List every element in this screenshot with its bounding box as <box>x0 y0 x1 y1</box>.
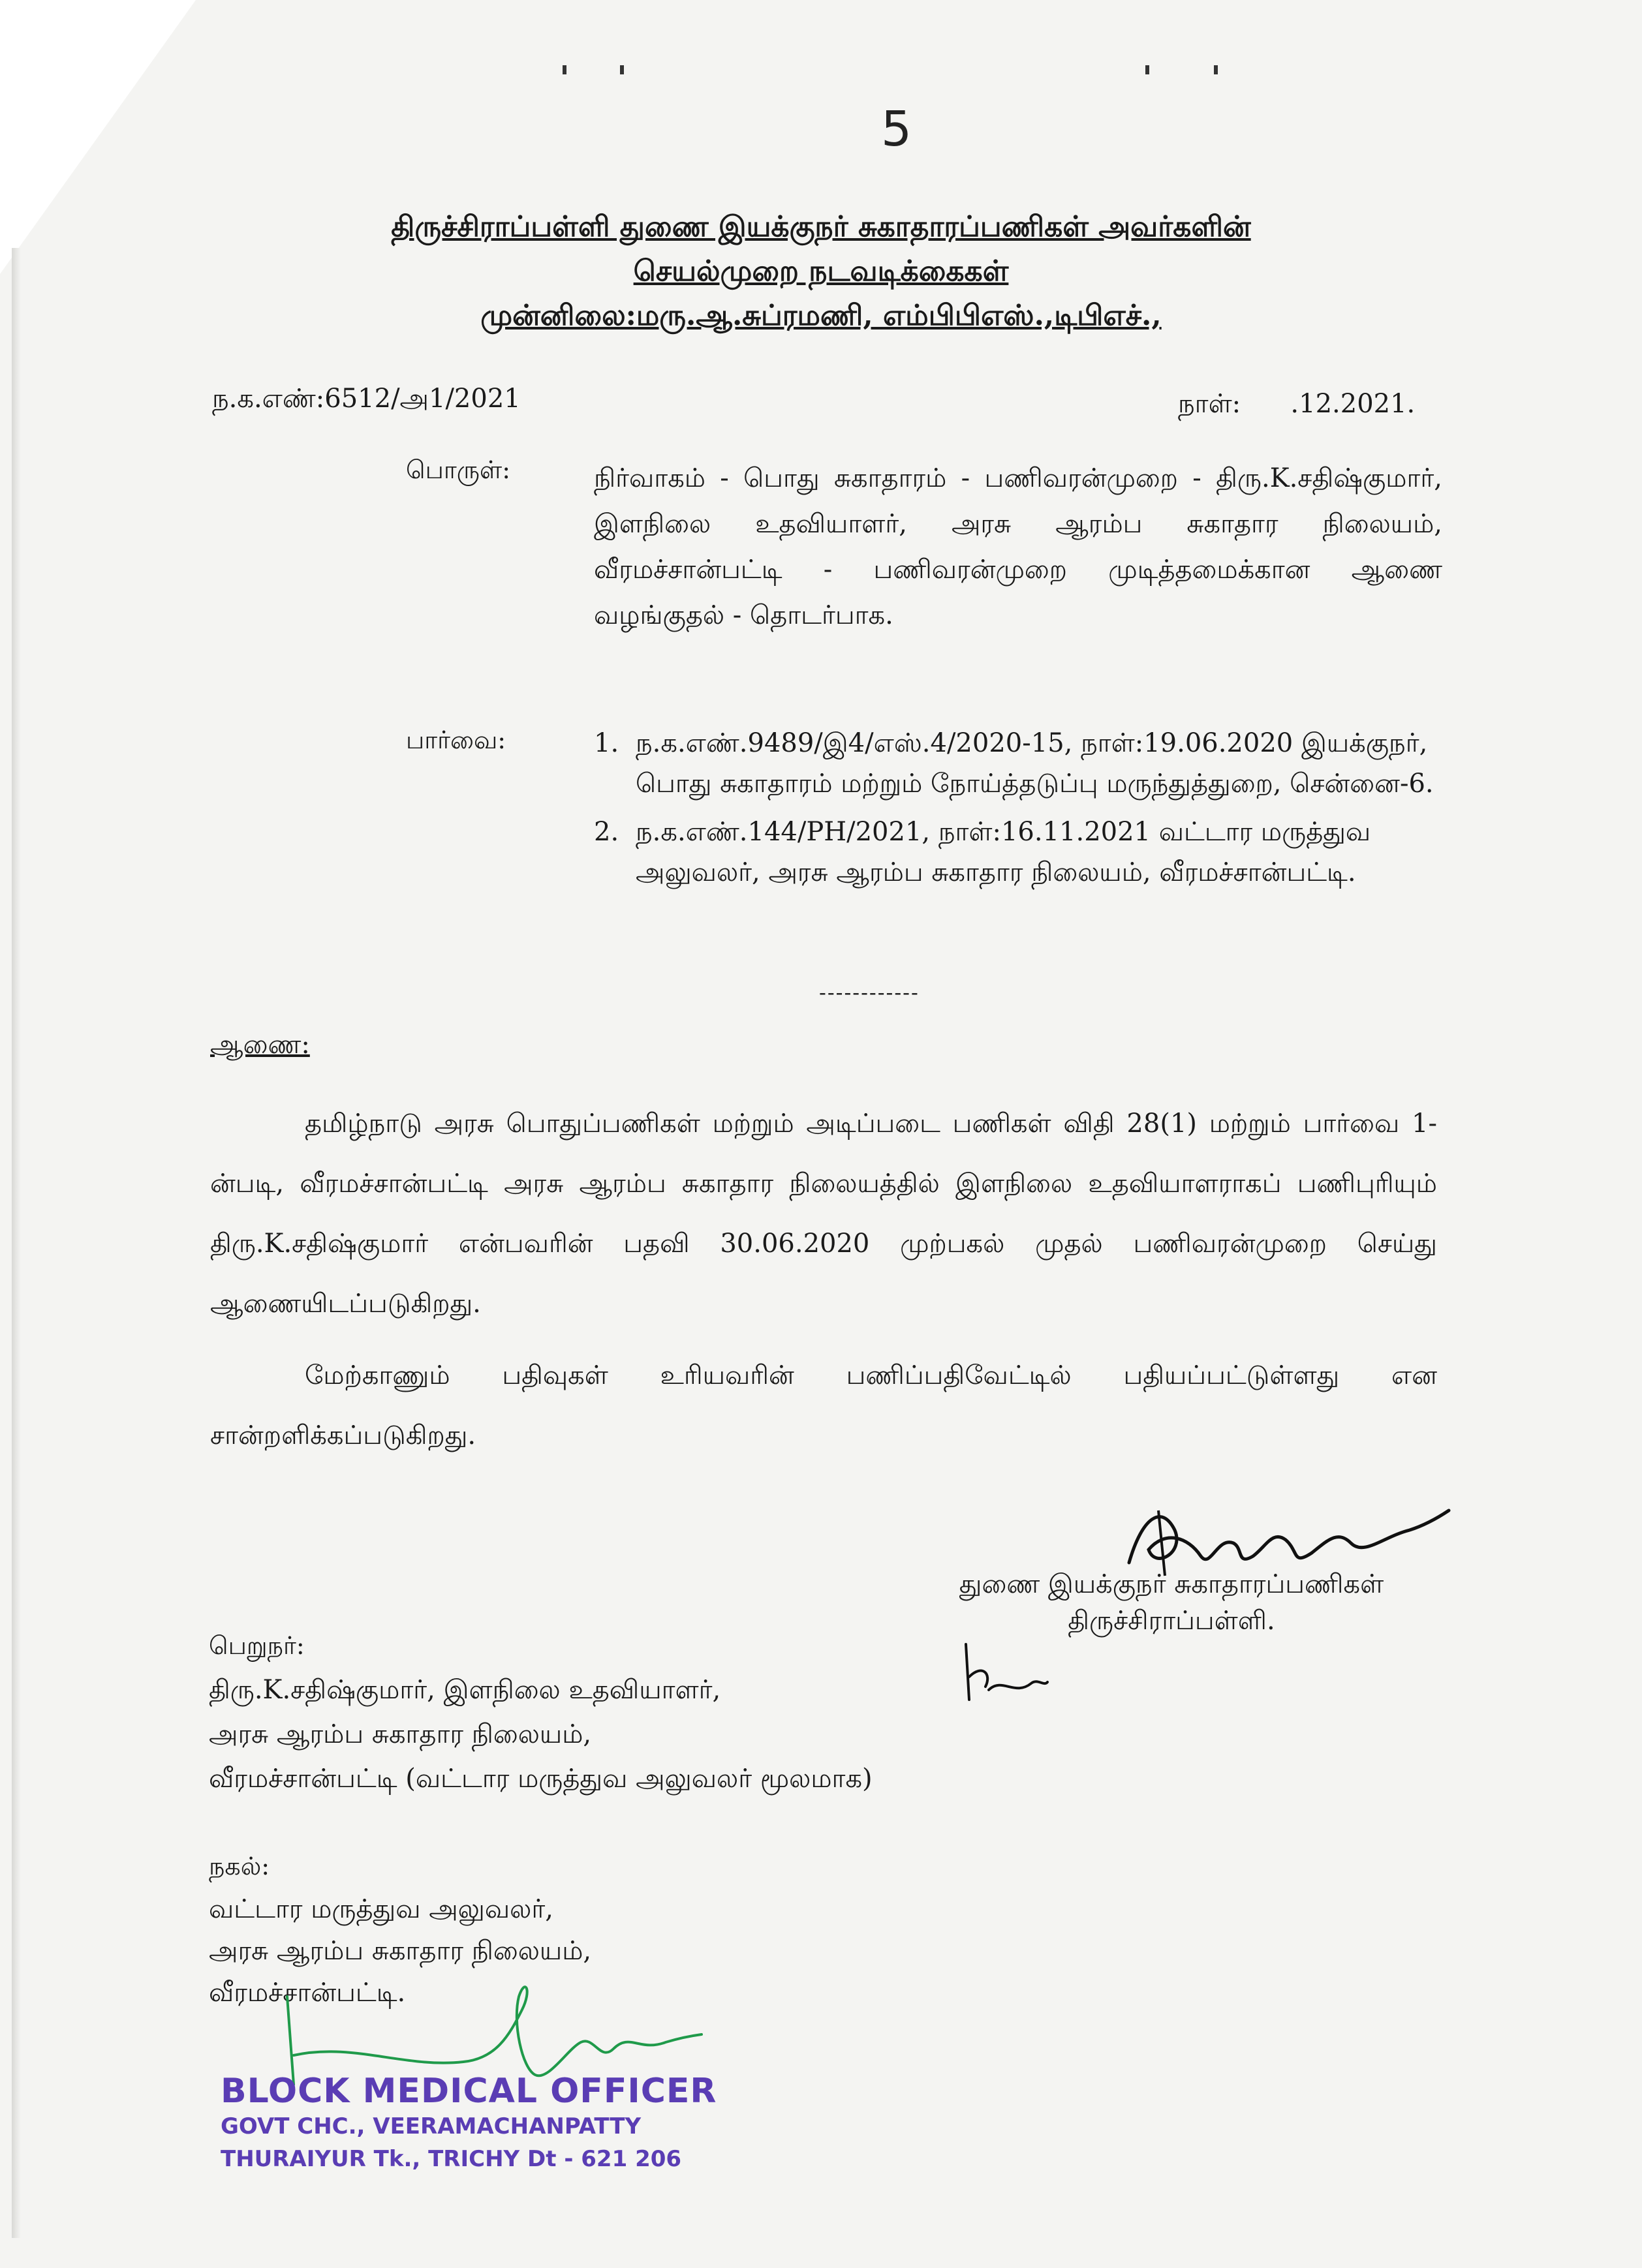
recipient-line: திரு.K.சதிஷ்குமார், இளநிலை உதவியாளர், <box>209 1675 721 1705</box>
signatory-block <box>894 1566 1449 1639</box>
reference-item <box>594 812 1442 893</box>
signatory-place: திருச்சிராப்பள்ளி. <box>1068 1606 1275 1636</box>
reference-text: ந.க.எண்.144/PH/2021, நாள்:16.11.2021 வட்டார மருத்துவ அலுவலர், அரசு ஆரம்ப சுகாதார நிலையம், வீரமச்சான்பட்டி. <box>636 817 1371 887</box>
recipient-line: அரசு ஆரம்ப சுகாதார நிலையம், <box>209 1719 592 1749</box>
block-medical-officer-stamp <box>221 2072 717 2172</box>
scan-page-edge <box>12 248 21 2238</box>
scan-speck <box>1214 65 1218 74</box>
reference-number: ந.க.எண்:6512/அ1/2021 <box>212 384 521 414</box>
reference-item <box>594 723 1442 804</box>
heading-proceedings: செயல்முறை நடவடிக்கைகள் <box>633 254 1009 288</box>
heading-presence: முன்னிலை:மரு.ஆ.சுப்ரமணி, எம்பிபிஎஸ்.,டிபிஎச்., <box>480 299 1162 332</box>
scan-speck <box>1145 65 1149 74</box>
copy-line: வீரமச்சான்பட்டி. <box>209 1978 406 2008</box>
references-label: பார்வை: <box>406 726 506 754</box>
order-date: நாள்: .12.2021. <box>1178 389 1416 419</box>
signatory-title: துணை இயக்குநர் சுகாதாரப்பணிகள் <box>959 1569 1384 1599</box>
copy-line: வட்டார மருத்துவ அலுவலர், <box>209 1894 553 1924</box>
copy-label: நகல்: <box>209 1852 270 1880</box>
copy-line: அரசு ஆரம்ப சுகாதார நிலையம், <box>209 1936 592 1966</box>
order-paragraph-1: தமிழ்நாடு அரசு பொதுப்பணிகள் மற்றும் அடிப்படை பணிகள் விதி 28(1) மற்றும் பார்வை 1-ன்படி, வீரமச்சான்பட்டி அரசு ஆரம்ப சுகாதார நிலையத்தில் இளநிலை உதவியாளராகப் பணிபுரியும் திரு.K.சதிஷ்குமார் என்பவரின் பதவி 30.06.2020 முற்பகல் முதல் பணிவரன்முறை செய்து ஆணையிடப்படுகிறது. <box>210 1109 1437 1319</box>
scan-speck <box>563 65 566 74</box>
recipient-address <box>209 1668 873 1801</box>
reference-number-marker: 1. <box>594 728 619 758</box>
references-list <box>594 723 1442 900</box>
stamp-title: BLOCK MEDICAL OFFICER <box>221 2072 717 2111</box>
stamp-address: THURAIYUR Tk., TRICHY Dt - 621 206 <box>221 2146 682 2172</box>
heading-office: திருச்சிராப்பள்ளி துணை இயக்குநர் சுகாதாரப்பணிகள் அவர்களின் <box>391 210 1251 243</box>
recipient-label: பெறுநர்: <box>209 1631 305 1660</box>
order-paragraph-2: மேற்காணும் பதிவுகள் உரியவரின் பணிப்பதிவேட்டில் பதியப்பட்டுள்ளது என சான்றளிக்கப்படுகிறது. <box>210 1360 1437 1450</box>
scan-speck <box>620 65 624 74</box>
reference-text: ந.க.எண்.9489/இ4/எஸ்.4/2020-15, நாள்:19.06.2020 இயக்குநர், பொது சுகாதாரம் மற்றும் நோய்த்தடுப்பு மருந்துத்துறை, சென்னை-6. <box>636 728 1434 799</box>
reference-number-marker: 2. <box>594 817 619 847</box>
page-number: 5 <box>881 101 912 157</box>
order-label: ஆணை: <box>210 1030 310 1060</box>
subject-text: நிர்வாகம் - பொது சுகாதாரம் - பணிவரன்முறை - திரு.K.சதிஷ்குமார், இளநிலை உதவியாளர், அரசு ஆரம்ப சுகாதார நிலையம், வீரமச்சான்பட்டி - பணிவரன்முறை முடித்தமைக்கான ஆணை வழங்குதல் - தொடர்பாக. <box>594 463 1442 630</box>
initials-mark <box>953 1638 1051 1709</box>
section-divider: ------------ <box>819 980 920 1005</box>
recipient-line: வீரமச்சான்பட்டி (வட்டார மருத்துவ அலுவலர் மூலமாக) <box>209 1764 873 1794</box>
stamp-office: GOVT CHC., VEERAMACHANPATTY <box>221 2113 642 2139</box>
subject-label: பொருள்: <box>406 455 511 484</box>
